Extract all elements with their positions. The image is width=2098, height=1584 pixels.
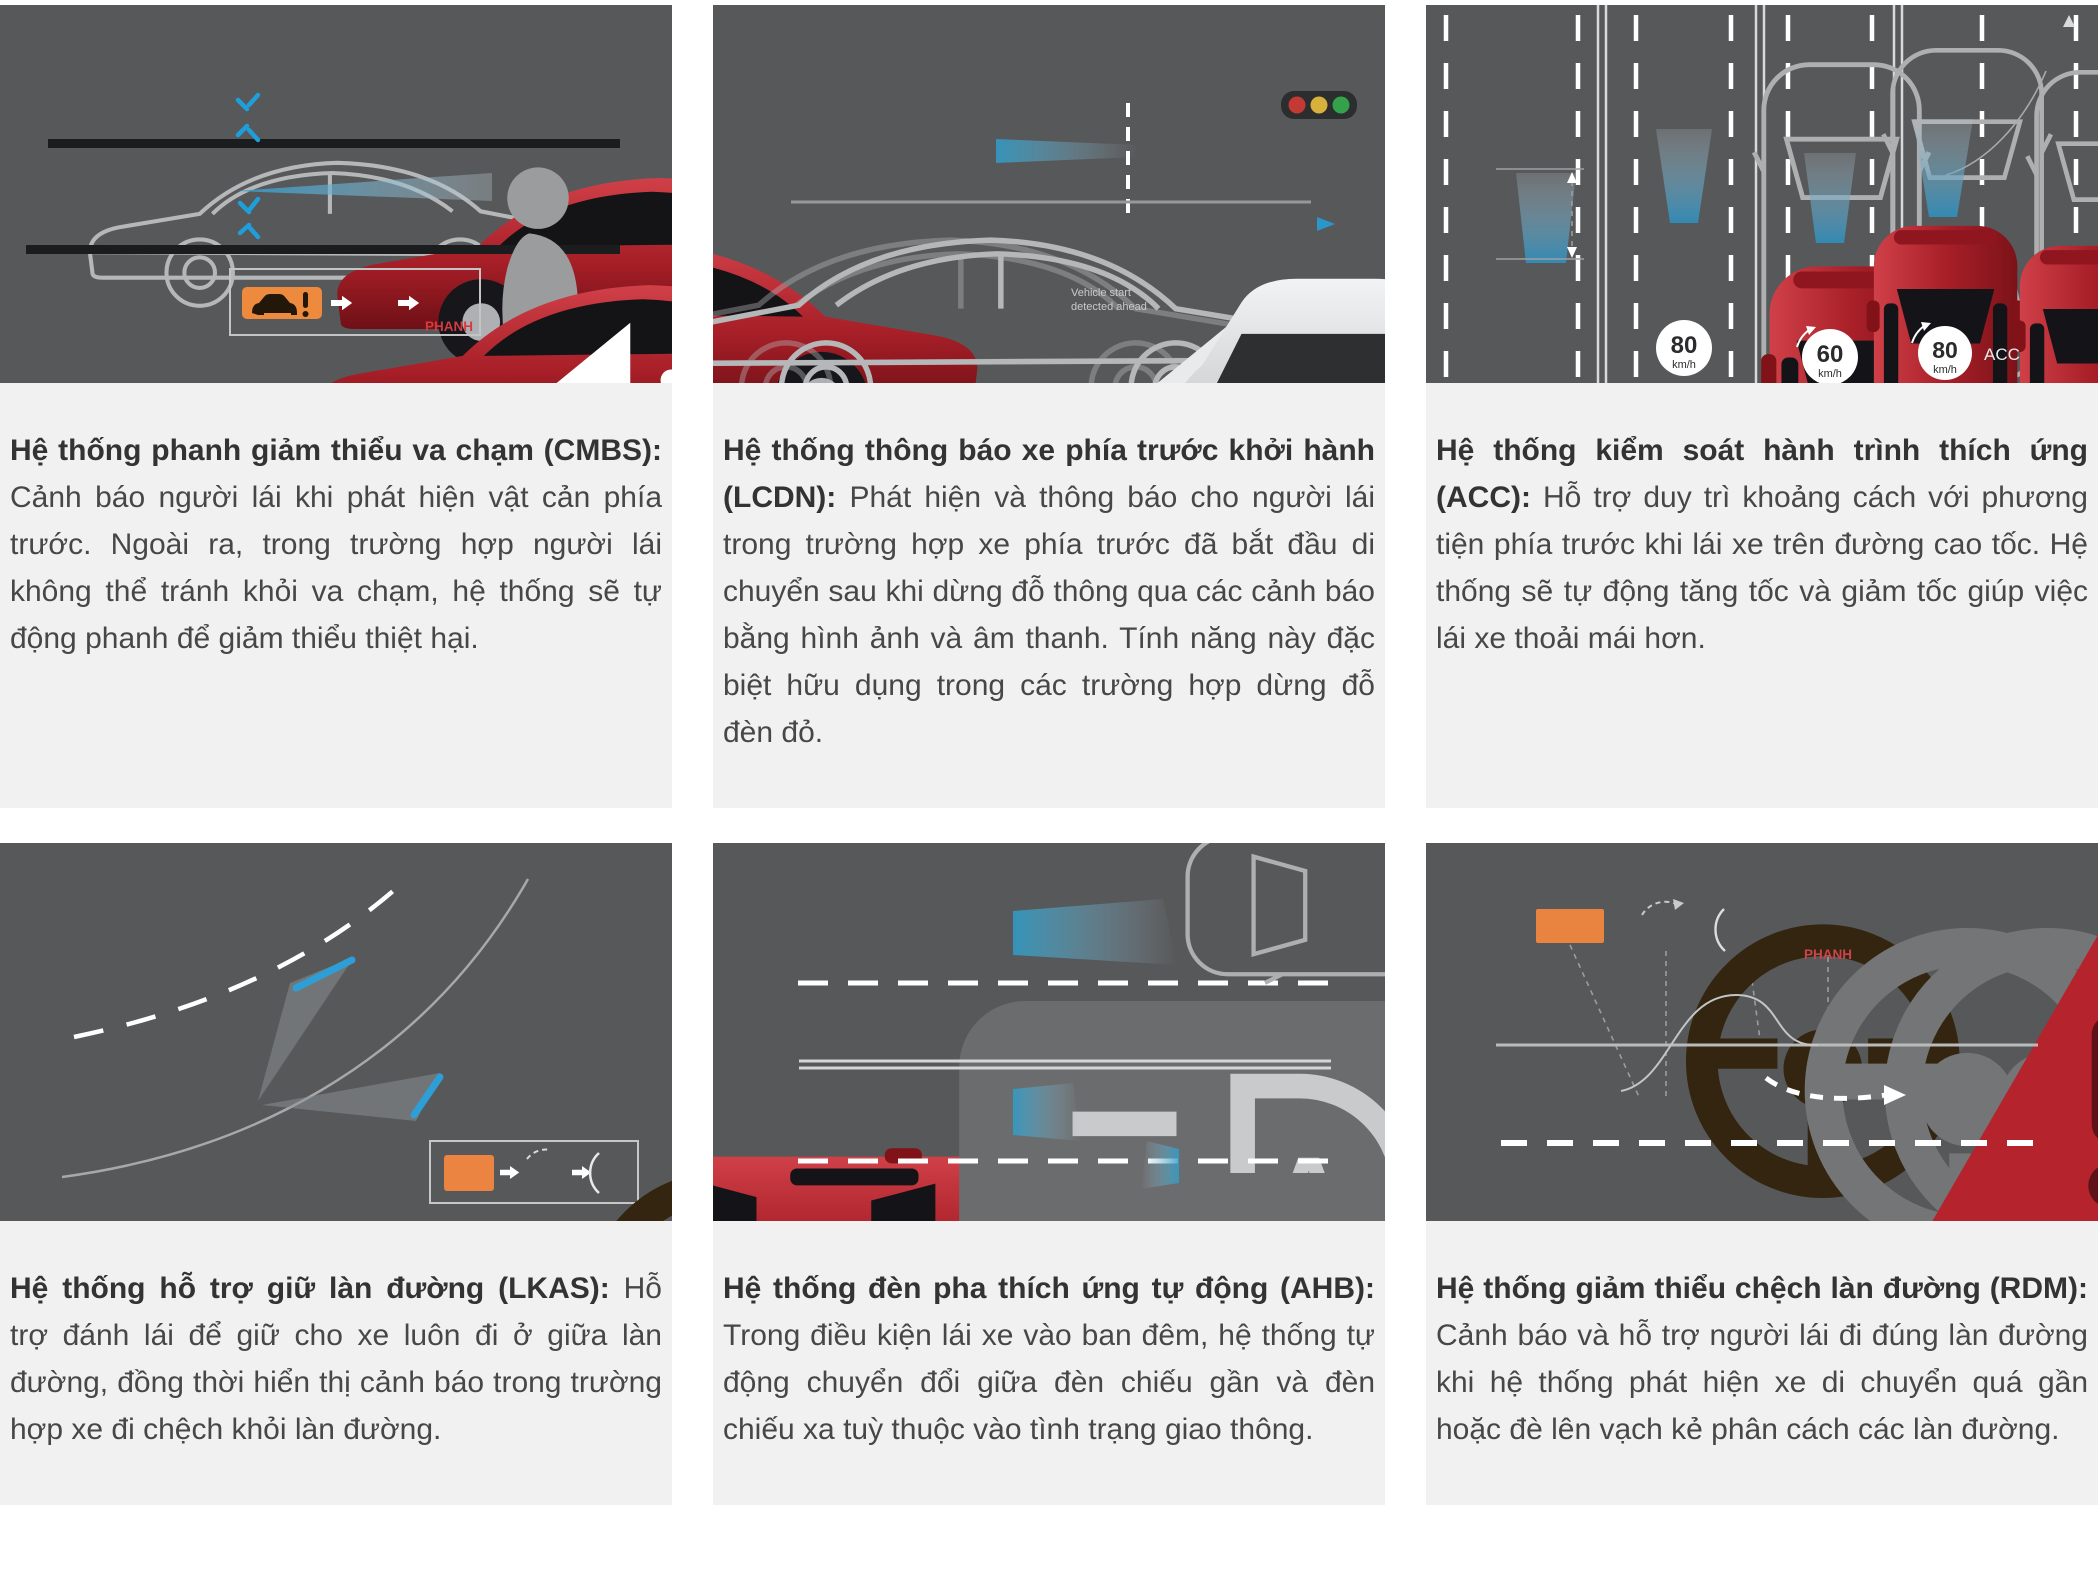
feature-description	[1436, 1265, 2088, 1453]
steer-correction-arc	[527, 1149, 551, 1159]
lcdn-caption	[713, 383, 1385, 808]
steering-wheel-icon	[601, 1187, 672, 1221]
traffic-light-icon	[1281, 91, 1357, 119]
feature-title: Hệ thống thông báo xe phía trước khởi hành (LCDN):	[723, 434, 1375, 514]
steer-correction-arc	[590, 1153, 599, 1193]
feature-description	[10, 427, 662, 662]
arc-arrowhead	[1673, 899, 1684, 910]
arrow-right-icon	[572, 1166, 591, 1179]
feature-title: Hệ thống đèn pha thích ứng tự động (AHB):	[723, 1272, 1375, 1305]
rdm-illustration	[1426, 843, 2098, 1221]
red-car-icon	[2013, 246, 2098, 383]
feature-row-2	[0, 843, 2098, 1505]
oncoming-beam	[1141, 1141, 1179, 1189]
feature-title: Hệ thống hỗ trợ giữ làn đường (LKAS):	[10, 1272, 610, 1305]
exclamation-glyph	[303, 292, 308, 308]
feature-description	[723, 427, 1375, 756]
feature-card-lcdn	[713, 5, 1385, 808]
feature-card-ahb	[713, 843, 1385, 1505]
feature-title: Hệ thống phanh giảm thiểu va chạm (CMBS):	[10, 434, 662, 467]
radar-cone	[1656, 129, 1712, 223]
lkas-caption	[0, 1221, 672, 1505]
sensor-beam	[996, 139, 1138, 163]
feature-title: Hệ thống giảm thiểu chệch làn đường (RDM):	[1436, 1272, 2088, 1305]
feature-card-lkas	[0, 843, 672, 1505]
steering-warning-icon	[444, 1155, 494, 1191]
road-line	[48, 139, 620, 148]
feature-body: Hỗ trợ đánh lái để giữ cho xe luôn đi ở giữa làn đường, đồng thời hiển thị cảnh báo trong trường hợp xe đi chệch khỏi làn đường.	[10, 1272, 662, 1446]
svg-text:80: 80	[1670, 332, 1698, 359]
steer-correction-arc	[1642, 902, 1676, 915]
feature-body: Cảnh báo và hỗ trợ người lái đi đúng làn đường khi hệ thống phát hiện xe di chuyển quá gần hoặc đè lên vạch kẻ phân cách các làn đường.	[1436, 1319, 2088, 1446]
feature-description	[723, 1265, 1375, 1453]
radar-cone	[1516, 173, 1576, 263]
ahb-caption	[713, 1221, 1385, 1505]
feature-card-rdm	[1426, 843, 2098, 1505]
low-beam	[1013, 1083, 1081, 1141]
phanh-label: PHANH	[1803, 947, 1853, 962]
ahb-illustration	[713, 843, 1385, 1221]
arrow-up-icon	[2063, 15, 2075, 27]
feature-body: Hỗ trợ duy trì khoảng cách với phương tiện phía trước khi lái xe trên đường cao tốc. Hệ thống sẽ tự động tăng tốc và giảm tốc giúp việc lái xe thoải mái hơn.	[1436, 481, 2088, 655]
acc-label: ACC	[1984, 345, 2020, 364]
feature-description	[10, 1265, 662, 1453]
steer-correction-arc	[1715, 909, 1725, 951]
acc-illustration	[1426, 5, 2098, 383]
radar-cone	[1804, 153, 1856, 243]
feature-body: Cảnh báo người lái khi phát hiện vật cản phía trước. Ngoài ra, trong trường hợp người lái không thể tránh khỏi va chạm, hệ thống sẽ tự động phanh để giảm thiểu thiệt hại.	[10, 481, 662, 655]
feature-card-cmbs	[0, 5, 672, 808]
arrow-right-icon	[500, 1166, 519, 1179]
feature-body: Trong điều kiện lái xe vào ban đêm, hệ thống tự động chuyển đổi giữa đèn chiếu gần và đèn chiếu xa tuỳ thuộc vào tình trạng giao thông.	[723, 1319, 1375, 1446]
feature-description	[1436, 427, 2088, 662]
steering-assist-box	[430, 1141, 672, 1221]
cmbs-illustration	[0, 5, 672, 383]
collision-flash-icon	[238, 95, 258, 140]
steering-warning-icon	[1536, 909, 1604, 943]
high-beam	[1013, 899, 1177, 965]
exclamation-glyph	[303, 311, 309, 317]
svg-text:km/h: km/h	[1933, 364, 1957, 376]
acc-caption	[1426, 383, 2098, 808]
cmbs-caption	[0, 383, 672, 808]
lcdn-illustration	[713, 5, 1385, 383]
lkas-illustration	[0, 843, 672, 1221]
motion-arrowhead	[1317, 217, 1335, 231]
svg-text:km/h: km/h	[1672, 359, 1696, 371]
vehicle-start-label: detected ahead	[1071, 301, 1147, 313]
svg-text:60: 60	[1816, 341, 1844, 368]
rdm-caption	[1426, 1221, 2098, 1505]
radar-cone	[1913, 119, 1973, 217]
vehicle-start-label: Vehicle start	[1071, 287, 1131, 299]
arrow-down-icon	[1567, 247, 1577, 258]
svg-text:km/h: km/h	[1818, 368, 1842, 380]
phanh-label: PHANH	[424, 319, 474, 334]
svg-text:80: 80	[1932, 337, 1958, 363]
wireframe-car-icon	[1188, 843, 1385, 983]
feature-card-acc	[1426, 5, 2098, 808]
collision-flash-icon	[240, 199, 258, 237]
feature-row-1	[0, 5, 2098, 808]
feature-body: Phát hiện và thông báo cho người lái trong trường hợp xe phía trước đã bắt đầu di chuyển sau khi dừng đỗ thông qua các cảnh báo bằng hình ảnh và âm thanh. Tính năng này đặc biệt hữu dụng trong các trường hợp dừng đỗ đèn đỏ.	[723, 481, 1376, 749]
speed-badge-80	[1656, 320, 1712, 376]
feature-title: Hệ thống kiểm soát hành trình thích ứng (ACC):	[1436, 434, 2088, 514]
